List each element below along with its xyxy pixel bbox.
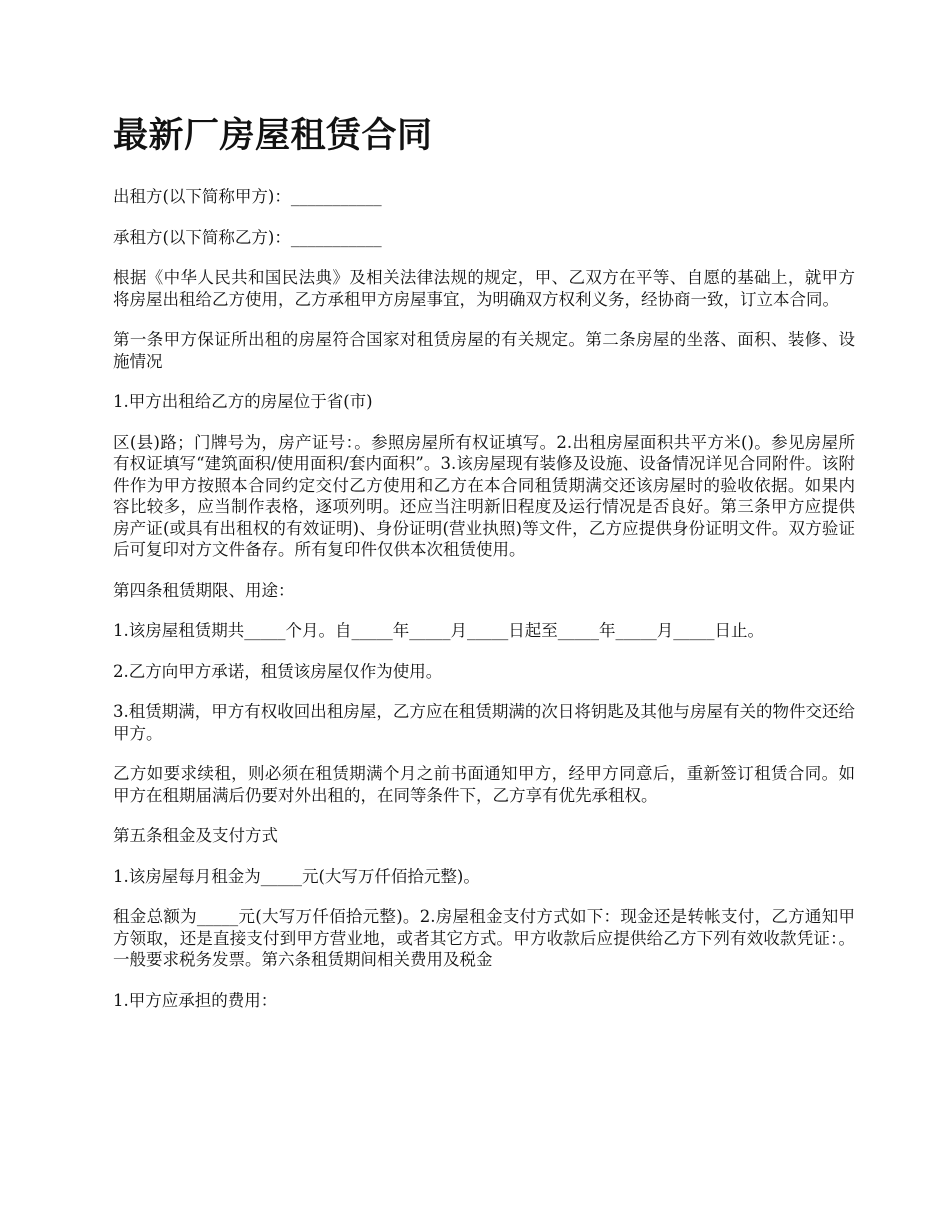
- usage-paragraph: 2.乙方向甲方承诺，租赁该房屋仅作为使用。: [113, 661, 443, 681]
- expiry-paragraph: 3.租赁期满，甲方有权收回出租房屋，乙方应在租赁期满的次日将钥匙及其他与房屋有关的物件交还给甲方。: [113, 702, 855, 743]
- payment-paragraph: 租金总额为_____元(大写万仟佰拾元整)。2.房屋租金支付方式如下：现金还是转帐支付，乙方通知甲方领取，还是直接支付到甲方营业地，或者其它方式。甲方收款后应提供给乙方下列有效收款凭证：。一般要求税务发票。第六条租赁期间相关费用及税金: [113, 907, 855, 969]
- lessee-line: 承租方(以下简称乙方)：___________: [113, 227, 382, 247]
- monthly-rent-paragraph: 1.该房屋每月租金为_____元(大写万仟佰拾元整)。: [113, 866, 480, 886]
- lessor-fees-paragraph: 1.甲方应承担的费用：: [113, 990, 278, 1010]
- article-4-heading: 第四条租赁期限、用途：: [113, 580, 295, 600]
- preamble-paragraph: 根据《中华人民共和国民法典》及相关法律法规的规定，甲、乙双方在平等、自愿的基础上，就甲方将房屋出租给乙方使用，乙方承租甲方房屋事宜，为明确双方权利义务，经协商一致，订立本合同。: [113, 268, 855, 309]
- property-details-paragraph: 区(县)路；门牌号为，房产证号：。参照房屋所有权证填写。2.出租房屋面积共平方米()。参见房屋所有权证填写“建筑面积/使用面积/套内面积”。3.该房屋现有装修及设施、设备情况详见合同附件。该附件作为甲方按照本合同约定交付乙方使用和乙方在本合同租赁期满交还该房屋时的验收依据。如果内容比较多，应当制作表格，逐项列明。还应当注明新旧程度及运行情况是否良好。第三条甲方应提供房产证(或具有出租权的有效证明)、身份证明(营业执照)等文件，乙方应提供身份证明文件。双方验证后可复印对方文件备存。所有复印件仅供本次租赁使用。: [113, 432, 855, 559]
- lease-term-paragraph: 1.该房屋租赁期共_____个月。自_____年_____月_____日起至_____年_____月_____日止。: [113, 621, 764, 640]
- document-title: 最新厂房屋租赁合同: [113, 115, 433, 156]
- location-paragraph: 1.甲方出租给乙方的房屋位于省(市): [113, 392, 373, 411]
- document-body: [113, 112, 855, 1030]
- renewal-paragraph: 乙方如要求续租，则必须在租赁期满个月之前书面通知甲方，经甲方同意后，重新签订租赁合同。如甲方在租期届满后仍要对外出租的，在同等条件下，乙方享有优先承租权。: [113, 764, 855, 805]
- article-1-2-paragraph: 第一条甲方保证所出租的房屋符合国家对租赁房屋的有关规定。第二条房屋的坐落、面积、装修、设施情况: [113, 330, 855, 371]
- article-5-heading: 第五条租金及支付方式: [113, 826, 278, 845]
- lessor-line: 出租方(以下简称甲方)：___________: [113, 187, 382, 206]
